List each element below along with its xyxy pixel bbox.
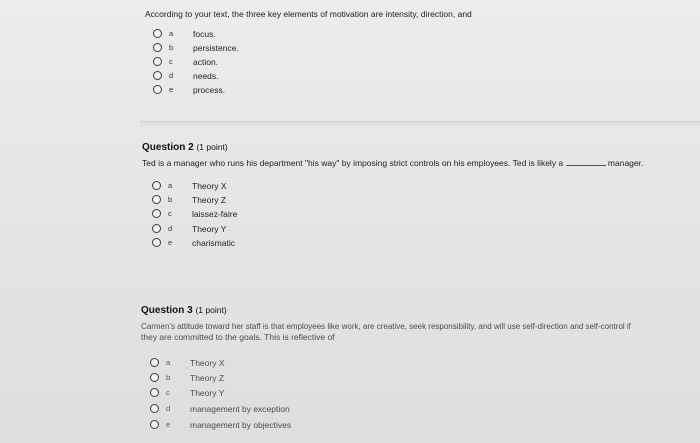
radio-button[interactable]	[153, 57, 162, 66]
option-letter: a	[168, 181, 173, 190]
option-text: Theory Z	[192, 194, 227, 205]
question-3-stem	[141, 321, 696, 343]
radio-button[interactable]	[153, 85, 162, 94]
option-text: laissez-faire	[192, 208, 238, 219]
option-text: Theory Y	[192, 223, 227, 234]
q1-option-c[interactable]	[153, 55, 353, 68]
q2-option-c[interactable]	[152, 207, 352, 220]
stem-line-2: they are committed to the goals. This is reflective of	[141, 332, 335, 342]
option-letter: d	[166, 404, 171, 413]
question-1-stem: According to your text, the three key elements of motivation are intensity, direction, and	[145, 9, 472, 19]
option-letter: b	[166, 373, 171, 382]
q1-option-d[interactable]	[153, 69, 353, 82]
q3-option-a[interactable]	[150, 356, 350, 369]
option-text: focus.	[193, 28, 216, 39]
option-letter: b	[169, 43, 174, 52]
question-points: (1 point)	[196, 142, 228, 152]
option-letter: e	[166, 420, 171, 429]
question-2-title	[142, 142, 228, 153]
q3-option-b[interactable]	[150, 371, 350, 384]
radio-button[interactable]	[152, 224, 161, 233]
question-2-stem	[142, 157, 700, 169]
question-title-text: Question 2	[142, 142, 194, 153]
option-letter: a	[166, 358, 171, 367]
radio-button[interactable]	[150, 373, 159, 382]
answer-blank	[566, 157, 606, 166]
q2-option-d[interactable]	[152, 222, 352, 235]
radio-button[interactable]	[150, 358, 159, 367]
radio-button[interactable]	[153, 29, 162, 38]
option-letter: c	[169, 57, 173, 66]
option-letter: c	[166, 388, 170, 397]
option-letter: d	[168, 224, 173, 233]
q2-option-b[interactable]	[152, 193, 352, 206]
option-letter: e	[169, 85, 174, 94]
radio-button[interactable]	[152, 195, 161, 204]
question-points: (1 point)	[195, 305, 227, 315]
q1-option-b[interactable]	[153, 41, 353, 54]
radio-button[interactable]	[153, 71, 162, 80]
radio-button[interactable]	[153, 43, 162, 52]
option-letter: d	[169, 71, 174, 80]
q1-option-a[interactable]	[153, 27, 353, 40]
divider-shadow	[140, 122, 700, 128]
stem-text: Ted is a manager who runs his department "his way" by imposing strict controls on his employees. Ted is likely a	[142, 158, 564, 168]
q3-option-e[interactable]	[150, 418, 350, 431]
radio-button[interactable]	[150, 420, 159, 429]
radio-button[interactable]	[150, 404, 159, 413]
option-text: needs.	[193, 70, 219, 81]
radio-button[interactable]	[152, 181, 161, 190]
option-text: Theory Y	[190, 387, 225, 398]
q2-option-e[interactable]	[152, 236, 352, 249]
radio-button[interactable]	[150, 388, 159, 397]
option-text: persistence.	[193, 42, 239, 53]
stem-line-1: Carmen's attitude toward her staff is that employees like work, are creative, seek responsibility, and will use self-direction and self-control if	[141, 322, 631, 331]
option-text: management by exception	[190, 403, 290, 414]
option-letter: b	[168, 195, 173, 204]
option-text: Theory Z	[190, 372, 225, 383]
q2-option-a[interactable]	[152, 179, 352, 192]
option-letter: c	[168, 209, 172, 218]
question-3-title	[141, 305, 227, 316]
q3-option-d[interactable]	[150, 402, 350, 415]
option-text: process.	[193, 84, 226, 95]
option-letter: e	[168, 238, 173, 247]
option-text: management by objectives	[190, 419, 292, 430]
option-text: charismatic	[192, 237, 235, 248]
option-letter: a	[169, 29, 174, 38]
q3-option-c[interactable]	[150, 386, 350, 399]
option-text: Theory X	[192, 180, 227, 191]
radio-button[interactable]	[152, 238, 161, 247]
option-text: Theory X	[190, 357, 225, 368]
option-text: action.	[193, 56, 219, 67]
stem-text-end: manager.	[607, 158, 644, 168]
question-title-text: Question 3	[141, 305, 193, 316]
radio-button[interactable]	[152, 209, 161, 218]
q1-option-e[interactable]	[153, 83, 353, 96]
